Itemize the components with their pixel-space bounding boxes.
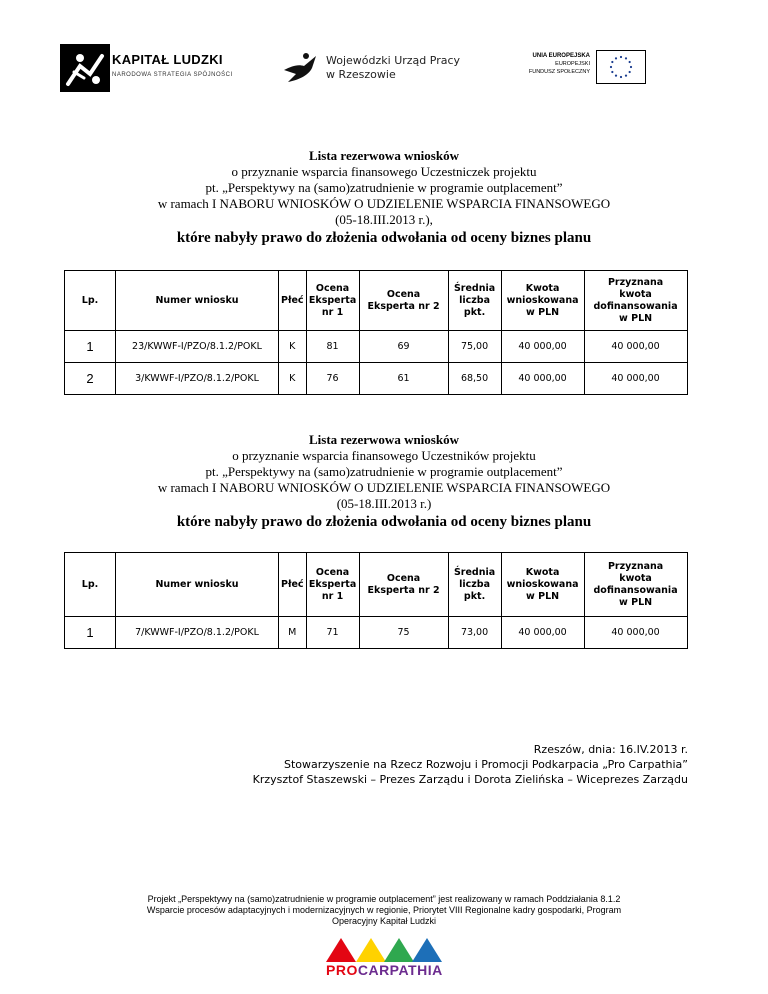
col-lp-header: Lp.: [65, 271, 116, 331]
signature-block: [253, 742, 688, 787]
eu-flag-icon: [596, 50, 646, 84]
footer-line2: Wsparcie procesów adaptacyjnych i modernizacyjnych w regionie, Priorytet VIII Regionalne kadry gospodarki, Program: [146, 905, 622, 915]
cell-kwota: 40 000,00: [501, 331, 584, 363]
signature-date: Rzeszów, dnia: 16.IV.2013 r.: [533, 743, 688, 756]
procarpathia-wordmark: [326, 962, 443, 978]
cell-przyznana: 40 000,00: [584, 331, 687, 363]
cell-plec: K: [279, 331, 307, 363]
col-kwota-header: Kwota wnioskowana w PLN: [501, 271, 584, 331]
col-ocena1-header: Ocena Eksperta nr 1: [306, 271, 359, 331]
cell-lp: 1: [65, 617, 116, 649]
cell-ocena1: 71: [306, 617, 359, 649]
procarpathia-carpathia: CARPATHIA: [357, 962, 443, 978]
eu-star-icon: [629, 61, 631, 63]
col-srednia-header: Średnia liczba pkt.: [448, 271, 501, 331]
cell-kwota: 40 000,00: [501, 617, 584, 649]
eu-star-icon: [610, 66, 612, 68]
cell-ocena1: 76: [306, 363, 359, 395]
section1-line2: o przyznanie wsparcia finansowego Uczestniczek projektu: [231, 164, 537, 179]
cell-lp: 2: [65, 363, 116, 395]
col-plec-header: Płeć: [279, 553, 307, 617]
col-ocena2-header: Ocena Eksperta nr 2: [359, 553, 448, 617]
eu-subtitle-2: FUNDUSZ SPOŁECZNY: [528, 69, 590, 75]
cell-przyznana: 40 000,00: [584, 617, 687, 649]
col-srednia-header: Średnia liczba pkt.: [448, 553, 501, 617]
table-row: [65, 331, 688, 363]
eu-star-icon: [615, 75, 617, 77]
section1-line6: które nabyły prawo do złożenia odwołania od oceny biznes planu: [176, 230, 592, 246]
col-numer-header: Numer wniosku: [116, 271, 279, 331]
eu-star-icon: [615, 57, 617, 59]
cell-plec: M: [279, 617, 307, 649]
eu-star-icon: [629, 71, 631, 73]
eu-star-icon: [611, 61, 613, 63]
section1-line3: pt. „Perspektywy na (samo)zatrudnienie w programie outplacement”: [205, 180, 563, 195]
section1-heading: [0, 148, 768, 248]
eu-title: UNIA EUROPEJSKA: [532, 53, 590, 59]
section2-line4: w ramach I NABORU WNIOSKÓW O UDZIELENIE WSPARCIA FINANSOWEGO: [157, 480, 611, 495]
cell-ocena2: 69: [359, 331, 448, 363]
eu-star-icon: [625, 75, 627, 77]
section2-heading: [0, 432, 768, 532]
section1-title: Lista rezerwowa wniosków: [309, 148, 459, 163]
kapital-ludzki-logo: [60, 44, 240, 92]
cell-kwota: 40 000,00: [501, 363, 584, 395]
eu-logo: [520, 50, 646, 86]
cell-srednia: 68,50: [448, 363, 501, 395]
eu-star-icon: [625, 57, 627, 59]
table-header-row: [65, 271, 688, 331]
eu-subtitle-1: EUROPEJSKI: [555, 61, 590, 67]
section2-line3: pt. „Perspektywy na (samo)zatrudnienie w programie outplacement”: [205, 464, 563, 479]
footer-line1: Projekt „Perspektywy na (samo)zatrudnienie w programie outplacement” jest realizowany w ramach Poddziałania 8.1.2: [147, 894, 621, 904]
cell-srednia: 73,00: [448, 617, 501, 649]
cell-lp: 1: [65, 331, 116, 363]
cell-przyznana: 40 000,00: [584, 363, 687, 395]
kapital-ludzki-emblem-icon: [60, 44, 110, 92]
signature-names: Krzysztof Staszewski – Prezes Zarządu i Dorota Zielińska – Wiceprezes Zarządu: [252, 773, 688, 786]
footer-note: [0, 894, 768, 927]
col-numer-header: Numer wniosku: [116, 553, 279, 617]
eu-star-icon: [630, 66, 632, 68]
cell-ocena2: 61: [359, 363, 448, 395]
col-przyznana-header: Przyznana kwota dofinansowania w PLN: [584, 271, 687, 331]
cell-srednia: 75,00: [448, 331, 501, 363]
wup-name-line2: w Rzeszowie: [326, 68, 396, 81]
eu-star-icon: [620, 76, 622, 78]
kapital-ludzki-subtitle: NARODOWA STRATEGIA SPÓJNOŚCI: [112, 72, 233, 78]
cell-ocena1: 81: [306, 331, 359, 363]
procarpathia-logo: [322, 938, 448, 986]
eu-star-icon: [620, 56, 622, 58]
cell-ocena2: 75: [359, 617, 448, 649]
eu-text: [529, 52, 590, 76]
eu-star-icon: [611, 71, 613, 73]
section1-line4: w ramach I NABORU WNIOSKÓW O UDZIELENIE WSPARCIA FINANSOWEGO: [157, 196, 611, 211]
procarpathia-peaks-icon: [326, 938, 444, 962]
wup-bird-icon: [282, 48, 322, 88]
wup-logo: [282, 48, 472, 88]
col-ocena2-header: Ocena Eksperta nr 2: [359, 271, 448, 331]
section2-line5: (05-18.III.2013 r.): [336, 496, 432, 511]
col-przyznana-header: Przyznana kwota dofinansowania w PLN: [584, 553, 687, 617]
table-header-row: [65, 553, 688, 617]
wup-name-line1: Wojewódzki Urząd Pracy: [326, 54, 461, 67]
cell-plec: K: [279, 363, 307, 395]
footer-line3: Operacyjny Kapitał Ludzki: [331, 916, 437, 926]
reserve-table-women: [64, 270, 688, 395]
signature-organization: Stowarzyszenie na Rzecz Rozwoju i Promocji Podkarpacia „Pro Carpathia”: [283, 758, 688, 771]
col-ocena1-header: Ocena Eksperta nr 1: [306, 553, 359, 617]
col-lp-header: Lp.: [65, 553, 116, 617]
reserve-table-men: [64, 552, 688, 649]
cell-numer: 7/KWWF-I/PZO/8.1.2/POKL: [116, 617, 279, 649]
kapital-ludzki-title: KAPITAŁ LUDZKI: [112, 52, 223, 67]
section1-line5: (05-18.III.2013 r.),: [335, 212, 433, 227]
cell-numer: 23/KWWF-I/PZO/8.1.2/POKL: [116, 331, 279, 363]
table-row: [65, 617, 688, 649]
section2-line2: o przyznanie wsparcia finansowego Uczestników projektu: [232, 448, 536, 463]
procarpathia-pro: PRO: [326, 962, 358, 978]
table-row: [65, 363, 688, 395]
col-plec-header: Płeć: [279, 271, 307, 331]
cell-numer: 3/KWWF-I/PZO/8.1.2/POKL: [116, 363, 279, 395]
section2-title: Lista rezerwowa wniosków: [309, 432, 459, 447]
col-kwota-header: Kwota wnioskowana w PLN: [501, 553, 584, 617]
section2-line6: które nabyły prawo do złożenia odwołania od oceny biznes planu: [176, 514, 592, 530]
